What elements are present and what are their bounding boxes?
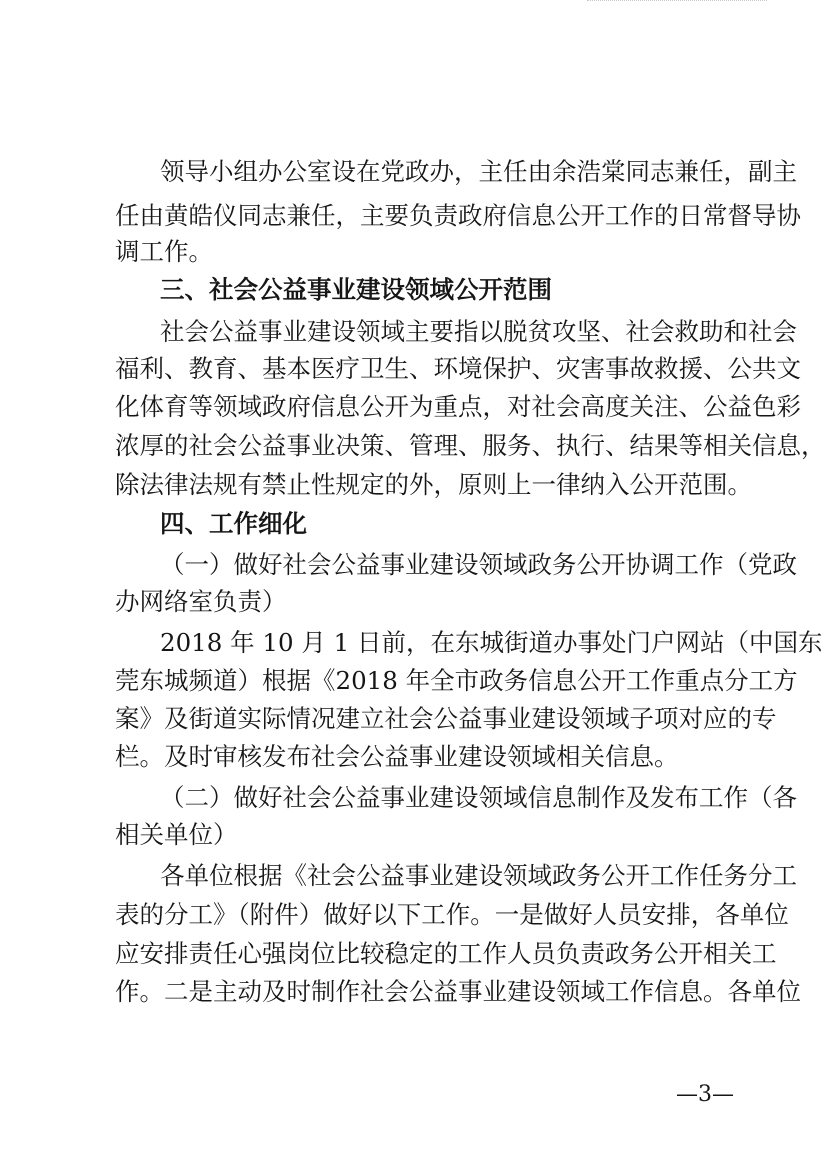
subsection-heading: （二）做好社会公益事业建设领域信息制作及发布工作（各 xyxy=(160,783,797,812)
paragraph-line: 各单位根据《社会公益事业建设领域政务公开工作任务分工 xyxy=(160,861,797,890)
paragraph-line: 福利、教育、基本医疗卫生、环境保护、灾害事故救援、公共文 xyxy=(115,354,801,383)
paragraph-line: 调工作。 xyxy=(115,237,213,266)
section-heading: 四、工作细化 xyxy=(160,509,307,538)
paragraph-line: 应安排责任心强岗位比较稳定的工作人员负责政务公开相关工 xyxy=(115,939,777,968)
paragraph-line: 任由黄皓仪同志兼任，主要负责政府信息公开工作的日常督导协 xyxy=(115,201,801,230)
paragraph-line: 除法律法规有禁止性规定的外，原则上一律纳入公开范围。 xyxy=(115,470,752,499)
section-heading: 三、社会公益事业建设领域公开范围 xyxy=(160,275,552,304)
paragraph-line: 栏。及时审核发布社会公益事业建设领域相关信息。 xyxy=(115,742,679,771)
paragraph-line: 社会公益事业建设领域主要指以脱贫攻坚、社会救助和社会 xyxy=(160,317,797,346)
page-number: —3— xyxy=(676,1082,734,1107)
paragraph-line: 莞东城频道）根据《2018 年全市政务信息公开工作重点分工方 xyxy=(115,666,798,695)
paragraph-line: 2018 年 10 月 1 日前，在东城街道办事处门户网站（中国东 xyxy=(160,628,823,657)
paragraph-line: 浓厚的社会公益事业决策、管理、服务、执行、结果等相关信息， xyxy=(115,431,826,460)
subsection-heading: （一）做好社会公益事业建设领域政务公开协调工作（党政 xyxy=(160,550,797,579)
paragraph-line: 表的分工》（附件）做好以下工作。一是做好人员安排，各单位 xyxy=(115,900,789,929)
paragraph-line: 案》及街道实际情况建立社会公益事业建设领域子项对应的专 xyxy=(115,704,777,733)
paragraph-line: 化体育等领域政府信息公开为重点，对社会高度关注、公益色彩 xyxy=(115,392,801,421)
subsection-heading: 办网络室负责） xyxy=(115,587,287,616)
scan-artifact xyxy=(587,0,767,11)
paragraph-line: 作。二是主动及时制作社会公益事业建设领域工作信息。各单位 xyxy=(115,977,801,1006)
paragraph-line: 领导小组办公室设在党政办，主任由余浩棠同志兼任，副主 xyxy=(160,157,797,186)
subsection-heading: 相关单位） xyxy=(115,820,238,849)
